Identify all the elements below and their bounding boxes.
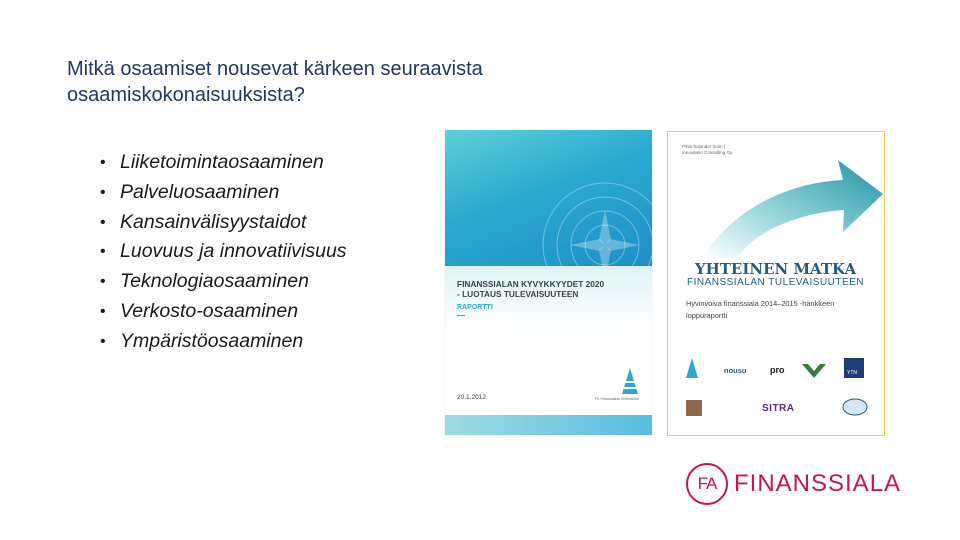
- partner-badge-icon: [842, 398, 868, 416]
- bullet-icon: •: [100, 332, 106, 350]
- bullet-item: [100, 267, 347, 297]
- ytn-logo: YTN: [847, 370, 857, 376]
- bullet-text: Verkosto-osaaminen: [120, 299, 299, 322]
- bullet-icon: •: [100, 273, 106, 291]
- bullet-icon: •: [100, 213, 106, 231]
- bullet-item: [100, 178, 347, 208]
- bullet-item: [100, 208, 347, 238]
- partner-chevron-icon: [802, 364, 826, 378]
- cover1-publisher: FK Finanssialan Keskusliitto: [595, 397, 639, 401]
- cover1-subtitle: RAPORTTI: [457, 304, 493, 311]
- cover2-author-line-1: Pihla Sajander (toim.): [682, 144, 726, 149]
- sitra-logo: SITRA: [762, 403, 795, 414]
- bullet-item: [100, 237, 347, 267]
- cover2-author-line-2: Innovaatio Consulting Oy: [682, 150, 733, 155]
- title-line-1: Mitkä osaamiset nousevat kärkeen seuraavista: [67, 58, 483, 80]
- finanssiala-logo: [686, 460, 901, 508]
- cover1-divider: [457, 315, 465, 316]
- bullet-item: [100, 297, 347, 327]
- title-line-2: osaamiskokonaisuuksista?: [67, 84, 305, 106]
- bullet-text: Teknologiaosaaminen: [120, 270, 310, 293]
- partner-logo-square: [686, 400, 702, 416]
- cover1-title-line-2: - LUOTAUS TULEVAISUUTEEN: [457, 289, 579, 299]
- cover1-title: [457, 279, 647, 299]
- fa-logo-icon: FA: [686, 463, 728, 505]
- cover2-subtitle: FINANSSIALAN TULEVAISUUTEEN: [686, 277, 865, 288]
- report-cover-kyvykkyydet: [445, 130, 652, 435]
- bullet-list: [100, 148, 347, 357]
- bullet-text: Liiketoimintaosaaminen: [120, 151, 324, 173]
- bullet-text: Kansainvälisyystaidot: [120, 210, 307, 233]
- bullet-icon: •: [100, 302, 106, 320]
- bullet-text: Palveluosaaminen: [120, 180, 280, 203]
- slide-title: [67, 56, 627, 108]
- arrow-icon: [698, 132, 883, 257]
- bullet-icon: •: [100, 154, 106, 171]
- report-cover-yhteinen-matka: [667, 131, 885, 436]
- nousu-logo: nousu: [724, 366, 747, 375]
- pro-logo: pro: [770, 365, 785, 375]
- cover1-title-line-1: FINANSSIALAN KYVYKKYYDET 2020: [457, 279, 605, 289]
- cover2-text: [686, 298, 866, 322]
- cover2-title: YHTEINEN MATKA: [694, 260, 857, 278]
- bullet-text: Luovuus ja innovatiivisuus: [120, 240, 347, 263]
- bullet-item: [100, 327, 347, 357]
- bullet-text: Ympäristöosaaminen: [120, 329, 304, 352]
- bullet-icon: •: [100, 243, 106, 261]
- cover2-text-line-2: loppuraportti: [686, 311, 728, 320]
- bullet-item: [100, 148, 347, 178]
- fk-logo-icon: [686, 358, 698, 378]
- cover2-text-line-1: Hyvinvoiva finanssiala 2014–2015 -hankkeen: [686, 299, 835, 308]
- logo-text: FINANSSIALA: [734, 470, 902, 497]
- bullet-icon: •: [100, 183, 106, 201]
- fk-logo-icon: [622, 368, 638, 394]
- cover1-date: 20.1.2012: [457, 394, 486, 401]
- ytn-logo-box: [844, 358, 864, 378]
- cover-base-band: [445, 415, 652, 435]
